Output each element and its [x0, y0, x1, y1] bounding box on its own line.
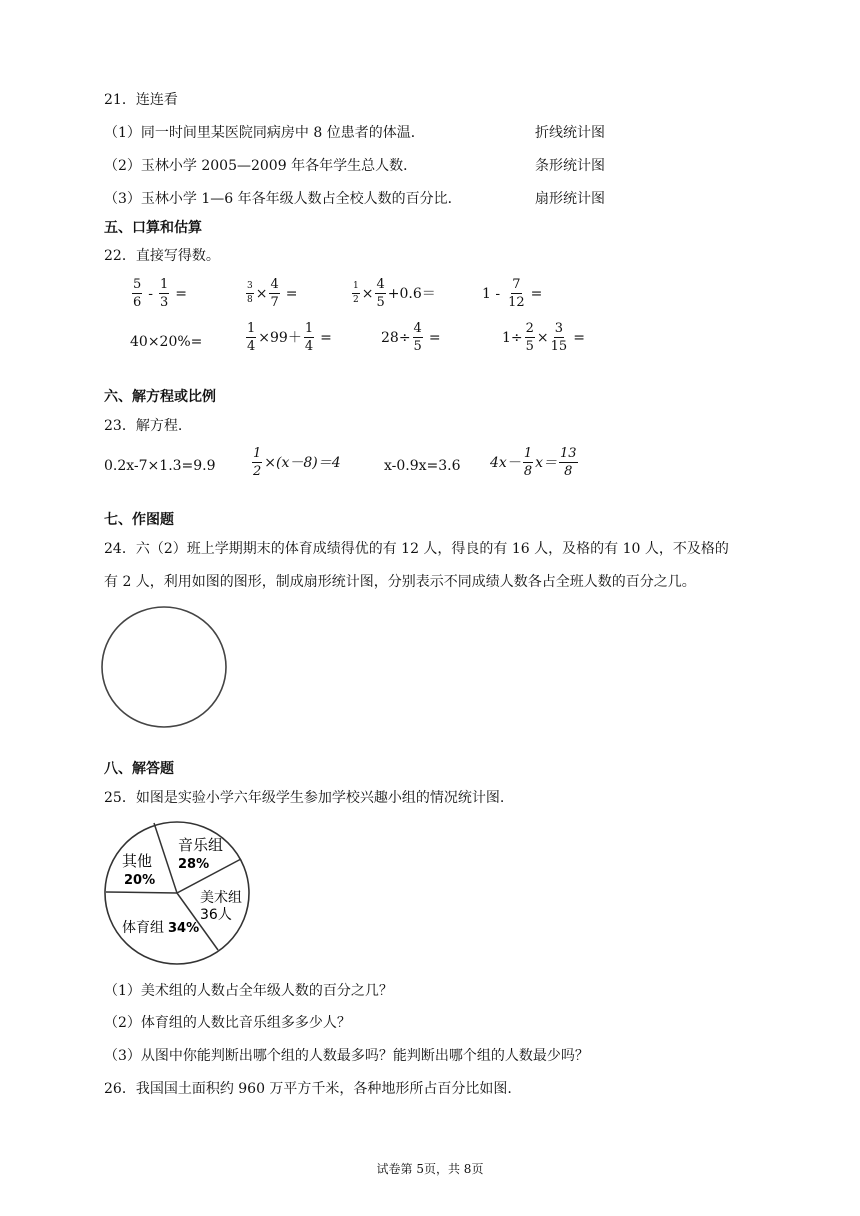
section-6-heading: 六、解方程或比例 [104, 389, 216, 405]
pie-label-music: 音乐组 [178, 836, 224, 854]
section-7-heading: 七、作图题 [104, 512, 174, 528]
pie-label-other: 其他 [122, 852, 153, 870]
section-8-heading: 八、解答题 [104, 761, 174, 777]
pie-value-other: 20% [124, 873, 156, 888]
q24-line-1: 24．六（2）班上学期期末的体育成绩得优的有 12 人，得良的有 16 人，及格的有 10 人，不及格的 [104, 541, 729, 557]
pie-value-sports: 34% [168, 921, 200, 936]
q23-equation-4: 4x－ $\frac{1}{8}$ x＝ $\frac{13}{8}$ [490, 446, 577, 479]
section-5-heading: 五、口算和估算 [104, 220, 202, 236]
pie-label-sports: 体育组 [122, 920, 164, 936]
q23-equation-1: 0.2x-7×1.3=9.9 [104, 458, 216, 474]
interest-group-pie-chart [100, 818, 256, 970]
q22-expr-8: 1÷ $\frac{2}{5}$ × $\frac{3}{15}$ = [502, 321, 585, 354]
pie-value-art: 36人 [200, 907, 232, 923]
q24-line-2: 有 2 人，利用如图的图形，制成扇形统计图，分别表示不同成绩人数各占全班人数的百分之几。 [104, 574, 696, 590]
q21-title: 21．连连看 [104, 92, 178, 108]
page-footer: 试卷第 5页，共 8页 [376, 1162, 484, 1176]
q22-expr-5: 40×20%= [130, 334, 203, 350]
q22-expr-3: $\frac{1}{2}$ × $\frac{4}{5}$ +0.6＝ [353, 277, 436, 310]
q21-match-3: 扇形统计图 [535, 191, 605, 207]
q25-sub-1: （1）美术组的人数占全年级人数的百分之几？ [104, 983, 393, 999]
q23-equation-2: $\frac{1}{2}$ ×(x－8)＝4 [253, 446, 341, 479]
pie-label-art: 美术组 [200, 890, 242, 906]
q21-item-2: （2）玉林小学 2005—2009 年各年学生总人数． [104, 158, 418, 174]
pie-divider [106, 892, 177, 893]
q22-expr-1: $\frac{5}{6}$ - $\frac{1}{3}$ = [133, 277, 188, 310]
q22-expr-2: $\frac{3}{8}$ × $\frac{4}{7}$ = [247, 277, 298, 310]
q22-expr-6: $\frac{1}{4}$ ×99＋ $\frac{1}{4}$ = [247, 321, 332, 354]
q21-match-1: 折线统计图 [535, 125, 605, 141]
pie-value-music: 28% [178, 857, 210, 872]
q22-title: 22．直接写得数。 [104, 248, 220, 264]
q25-sub-3: （3）从图中你能判断出哪个组的人数最多吗？能判断出哪个组的人数最少吗？ [104, 1048, 589, 1064]
q25-title: 25．如图是实验小学六年级学生参加学校兴趣小组的情况统计图. [104, 790, 505, 806]
q21-item-1: （1）同一时间里某医院同病房中 8 位患者的体温． [104, 125, 425, 141]
q23-title: 23．解方程. [104, 418, 183, 434]
q23-equation-3: x-0.9x=3.6 [384, 458, 461, 474]
q22-expr-7: 28÷ $\frac{4}{5}$ = [381, 321, 441, 354]
q22-expr-4: 1 - $\frac{7}{12}$ = [482, 277, 543, 310]
q25-sub-2: （2）体育组的人数比音乐组多多少人？ [104, 1015, 351, 1031]
blank-circle [98, 604, 230, 730]
q21-item-3: （3）玉林小学 1—6 年各年级人数占全校人数的百分比． [104, 191, 462, 207]
q26-title: 26．我国国土面积约 960 万平方千米，各种地形所占百分比如图. [104, 1081, 512, 1097]
q21-match-2: 条形统计图 [535, 158, 605, 174]
